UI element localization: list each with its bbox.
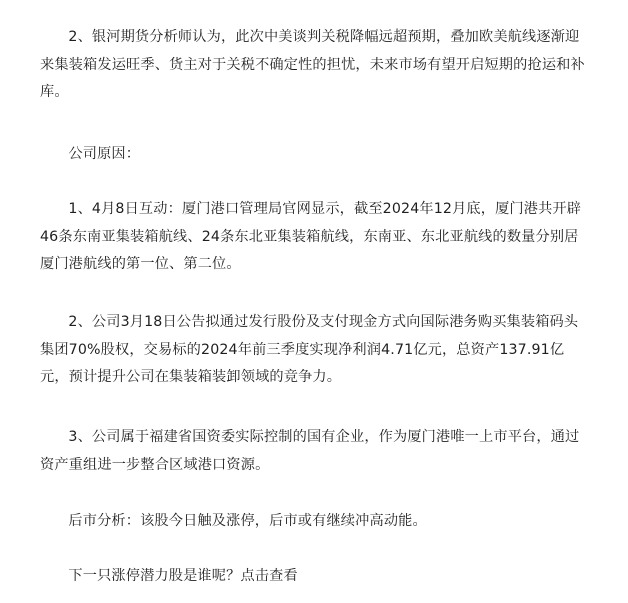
paragraph-outlook: 后市分析：该股今日触及涨停，后市或有继续冲高动能。	[68, 513, 427, 529]
paragraph-reason-2: 2、公司3月18日公告拟通过发行股份及支付现金方式向国际港务购买集装箱码头集团70%股权，交易标的2024年前三季度实现净利润4.71亿元，总资产137.91亿元，预计提升公司在集装箱装卸领域的竞争力。	[40, 314, 579, 385]
paragraph-company-reasons-heading: 公司原因：	[68, 146, 141, 162]
paragraph-reason-1: 1、4月8日互动：厦门港口管理局官网显示，截至2024年12月底，厦门港共开辟46条东南亚集装箱航线、24条东北亚集装箱航线，东南亚、东北亚航线的数量分别居厦门港航线的第一位、第二位。	[40, 201, 582, 272]
paragraph-analyst-view: 2、银河期货分析师认为，此次中美谈判关税降幅远超预期，叠加欧美航线逐渐迎来集装箱发运旺季、货主对于关税不确定性的担忧，未来市场有望开启短期的抢运和补库。	[40, 29, 585, 100]
next-stock-link[interactable]: 下一只涨停潜力股是谁呢？点击查看	[68, 568, 298, 584]
paragraph-reason-3: 3、公司属于福建省国资委实际控制的国有企业，作为厦门港唯一上市平台，通过资产重组进一步整合区域港口资源。	[40, 429, 580, 473]
